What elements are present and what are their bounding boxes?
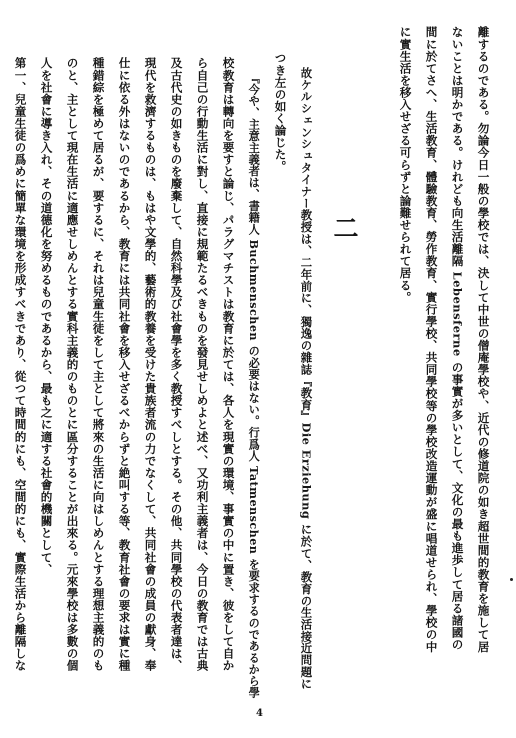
scan-speck <box>510 578 513 581</box>
text-column-8: 校教育は轉向を要すと論じ、パラグマチストは教育に於ては、各人を現實の環境、事實の中に置き、彼をして自か <box>221 57 236 672</box>
text-column-4: に實生活を移入せざる可らずと論難せられて居る。 <box>398 26 413 304</box>
page-number: 4 <box>256 708 263 719</box>
text-column-16: 第一、兒童生徒の爲めに簡單な環境を形成すべきであり、從つて時間的にも、空間的にも、實際生活から離隔しな <box>13 57 28 672</box>
text-column-11: 現代を救濟するものは、もはや文學的、藝術的教養を受けた貴族者流の力でなくして、共同社會の成員の獻身、奉 <box>143 57 158 672</box>
section-heading: 二 <box>330 215 359 240</box>
text-column-2: ないことは明かである。けれども向生活離隔 Lebensferne の事實が多いとして、文化の最も進歩して居る諸國の <box>450 26 465 651</box>
text-column-9: ら自己の行動生活に對し、直接に規範たるべきものを發見せしめよと述べ、又功利主義者は、今日の教育では古典 <box>195 57 210 672</box>
text-column-3: 間に於てさへ、生活教育、體驗教育、勞作教育、實行學校、共同學校等の學校改造運動が盛に唱道せられ、學校の中 <box>424 26 439 653</box>
text-column-10: 及古代史の如きものを廢棄して、自然科學及び社會學を多く教授すべしとする。その他、共同學校の代表者達は、 <box>169 57 184 672</box>
text-column-15: 人を社會に導き入れ、その道德化を努めるものであるから、最も之に適する社會的機關として、 <box>39 57 54 576</box>
text-column-7: 『今や、主意主義者は、書籍人 Buchmenschen の必要はない。行爲人 Tatmenschen を要求するのであるから學 <box>247 72 262 699</box>
text-column-13: 種錯綜を極めて居るが、要するに、それは兒童生徒をして主として將來の生活に向はしめんとする理想主義的のも <box>91 57 106 672</box>
text-column-12: 仕に依る外はないのであるから、教育には共同社會を移入せざるべからずと絶叫する等、教育社會の要求は實に種 <box>117 57 132 672</box>
text-column-14: のと、主として現在生活に適應せしめんとする實科主義的のものとに區分することが出來る。元來學校は多數の個 <box>65 57 80 672</box>
text-column-1: 離するのである。勿論今日一般の學校では、決して中世の僧庵學校や、近代の修道院の如き超世間的教育を施して居 <box>476 26 491 653</box>
text-column-5: 故ケルシェンシュタイナー教授は、二年前に、獨逸の雜誌『教育』Die Erziehung に於て、教育の生活接近問題に <box>299 67 314 690</box>
text-column-6: つき左の如く論じた。 <box>273 52 288 173</box>
